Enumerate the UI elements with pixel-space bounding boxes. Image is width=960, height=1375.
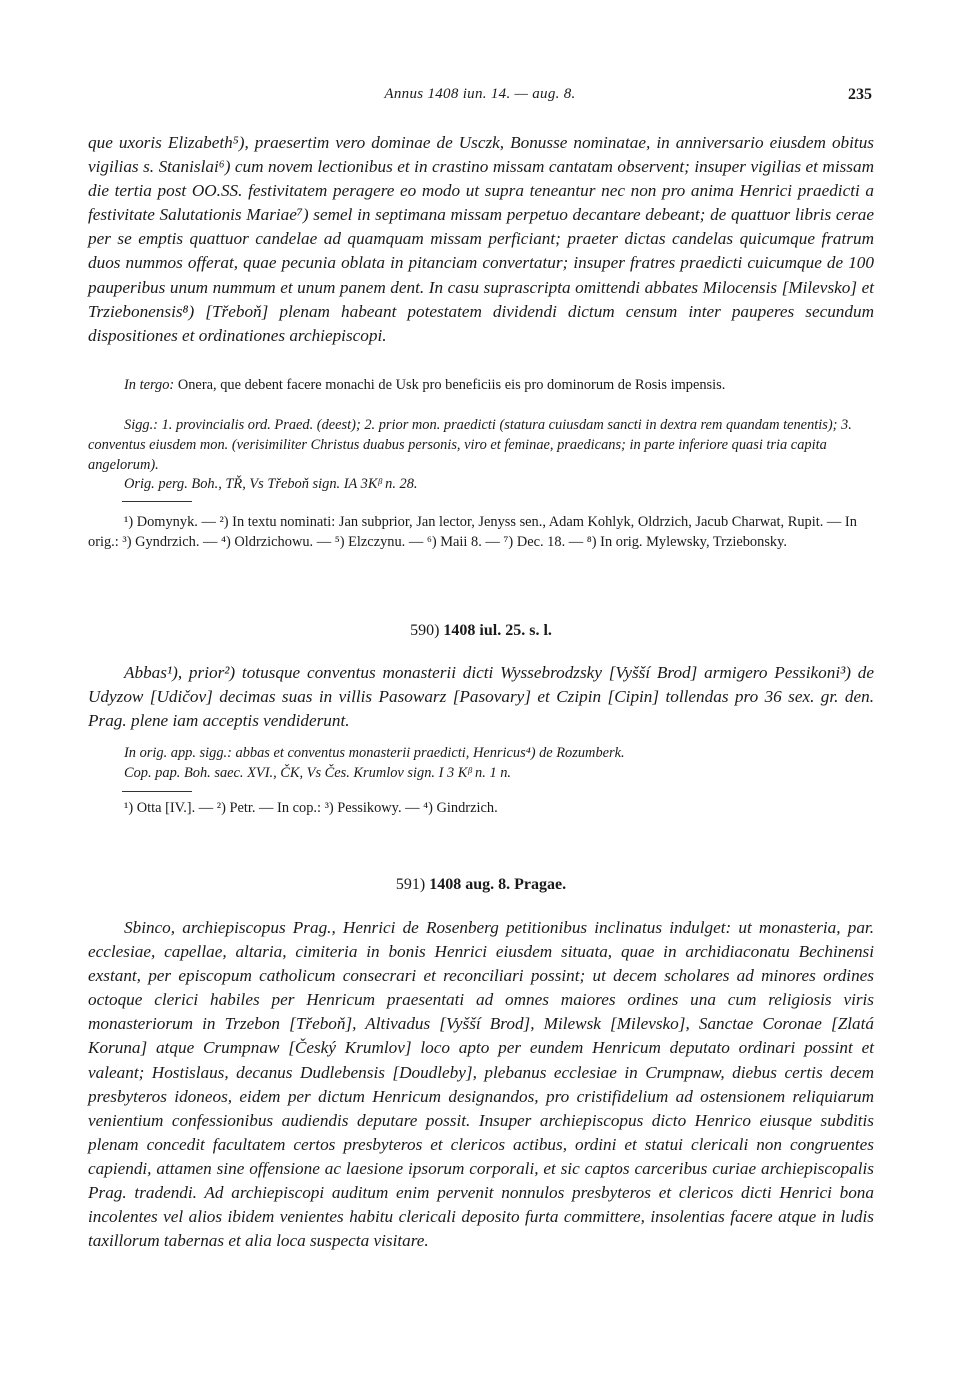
in-tergo-label: In tergo:: [124, 377, 175, 393]
in-tergo-text: Onera, que debent facere monachi de Usk pro beneficiis eis pro dominorum de Rosis impensis.: [177, 377, 726, 393]
doc589-sigg: Sigg.: 1. provincialis ord. Praed. (deest); 2. prior mon. praedicti (statura cuiusdam sancti in dextra rem quandam tenentis); 3. conventus eiusdem mon. (verisimiliter Christus duabus personis, viro et feminae, praedicans; in parte inferiore quasi tria capita angelorum).: [88, 417, 852, 473]
doc590-heading: [88, 622, 874, 640]
footnote-rule: [122, 791, 192, 792]
doc590-date: 1408 iul. 25. s. l.: [443, 622, 552, 639]
doc591-heading: [88, 876, 874, 894]
footnote-rule: [122, 501, 192, 502]
doc591-paragraph: Sbinco, archiepiscopus Prag., Henrici de Rosenberg petitionibus inclinatus indulget: ut monasteria, par. ecclesiae, capellae, altaria, cimiteria in bonis Henrici eiusdem situata, quae in archidiaconatu Bechinensi exstant, per episcopum catholicum consecrari et reconciliari possint; ut decem scholares ad minores ordines octoque clerici habiles per Henricum praesentati ad omnes maiores ordines una cum religiosis viris monasteriorum in Trzebon [Třeboň], Altivadus [Vyšší Brod], Milewsk [Milevsko], Sanctae Coronae [Zlatá Koruna] atque Crumpnaw [Český Krumlov] loco apto per eundem Henricum deputato ordinari possint et valeant; Hostislaus, decanus Dudlebensis [Doudleby], plebanus ecclesiae in Crumpnaw, diebus certis decem presbyteros idoneos, eidem per dictum Henricum designandos, pro cristifidelium ad ostensionem reliquiarum venientium confessionibus audiendis deputare possit. Insuper archiepiscopus dicto Henrico eiusque subditis plenam concedit facultatem certos presbyteros et clericos actibus, ordini et statui clericali non congruentes capiendi, attamen sine offensione ac laesione ipsorum corporali, et sic captos carceribus curiae archiepiscopalis Prag. tradendi. Ad archiepiscopi auditum enim pervenit nonnulos presbyteros et clericos dicti Henrici bona incolentes vel alios ibidem venientes habitu clericali deposito furta committere, insolentias facere atque in ludis taxillorum tabernas et alia loca suspecta visitare.: [88, 918, 874, 1251]
page-number: 235: [848, 86, 872, 103]
running-title: Annus 1408 iun. 14. — aug. 8.: [384, 86, 576, 102]
doc590-cop: Cop. pap. Boh. saec. XVI., ČK, Vs Čes. Krumlov sign. I 3 Kᵝ n. 1 n.: [124, 765, 512, 781]
doc589-footnotes: ¹) Domynyk. — ²) In textu nominati: Jan subprior, Jan lector, Jenyss sen., Adam Kohlyk, Oldrzich, Jacub Charwat, Rupit. — In orig.: ³) Gyndrzich. — ⁴) Oldrzichowu. — ⁵) Elzczynu. — ⁶) Maii 8. — ⁷) Dec. 18. — ⁸) In orig. Mylewsky, Trziebonsky.: [88, 514, 857, 550]
doc590-in-orig: In orig. app. sigg.: abbas et conventus monasterii praedicti, Henricus⁴) de Rozumberk.: [124, 745, 625, 761]
doc590-footnotes: ¹) Otta [IV.]. — ²) Petr. — In cop.: ³) Pessikowy. — ⁴) Gindrzich.: [124, 800, 498, 816]
doc589-orig: Orig. perg. Boh., TŘ, Vs Třeboň sign. IA 3Kᵝ n. 28.: [124, 476, 418, 492]
doc590-paragraph: Abbas¹), prior²) totusque conventus monasterii dicti Wyssebrodzsky [Vyšší Brod] armigero Pessikoni³) de Udyzow [Udičov] decimas suas in villis Pasowarz [Pasovary] et Czipin [Cipin] tollendas pro 36 sex. gr. den. Prag. plene iam acceptis vendiderunt.: [88, 663, 874, 731]
doc589-in-tergo: [88, 376, 874, 396]
doc590-number: 590): [410, 622, 440, 639]
doc589-paragraph: que uxoris Elizabeth⁵), praesertim vero dominae de Usczk, Bonusse nominatae, in anniversario eiusdem obitus vigilias s. Stanislai⁶) cum novem lectionibus et in crastino missam cantatam observent; insuper vigilias et missam die tertia post OO.SS. festivitatem peragere eo modo ut supra teneantur nec non pro anima Henrici praedicti a festivitate Salutationis Mariae⁷) semel in septimana missam perpetuo decantare debeant; de quattuor libris cerae per se emptis quattuor candelae ad quamquam missam perficiant; praeter dictas candelas quicumque fratrum duos nummos offerat, quae pecunia oblata in pitanciam convertatur; insuper fratres praedicti cuicumque de 100 pauperibus unum nummum et unum panem dent. In casu suprascripta omittendi abbates Milocensis [Milevsko] et Trziebonensis⁸) [Třeboň] plenam habeant potestatem dividendi dictum censum inter pauperes secundum dispositiones et ordinationes archiepiscopi.: [88, 133, 874, 345]
doc591-date: 1408 aug. 8. Pragae.: [429, 876, 567, 893]
page-header: [88, 86, 872, 112]
doc591-number: 591): [395, 876, 426, 893]
